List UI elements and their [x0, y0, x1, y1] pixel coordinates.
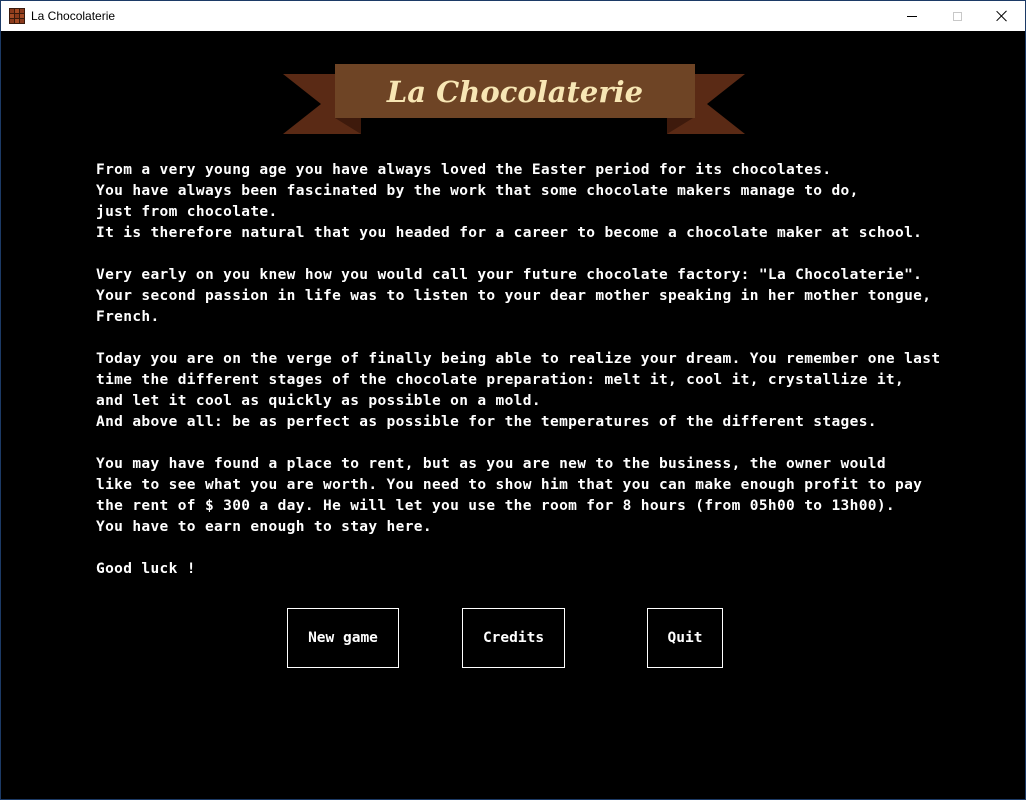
story-line: You have always been fascinated by the work that some chocolate makers manage to do,: [96, 183, 859, 199]
story-line: You may have found a place to rent, but as you are new to the business, the owner would: [96, 456, 886, 472]
story-line: just from chocolate.: [96, 204, 278, 220]
chocolate-bar-icon: [9, 8, 25, 24]
close-button[interactable]: [979, 1, 1025, 31]
maximize-icon: [953, 12, 962, 21]
story-text: [96, 160, 956, 580]
story-line: the rent of $ 300 a day. He will let you use the room for 8 hours (from 05h00 to 13h00).: [96, 498, 896, 514]
story-line: And above all: be as perfect as possible for the temperatures of the different stages.: [96, 414, 877, 430]
banner-title: La Chocolaterie: [386, 75, 644, 109]
story-line: [96, 244, 956, 265]
story-line: like to see what you are worth. You need to show him that you can make enough profit to pay: [96, 477, 923, 493]
new-game-button[interactable]: New game: [287, 608, 399, 668]
story-line: time the different stages of the chocolate preparation: melt it, cool it, crystallize it,: [96, 372, 905, 388]
quit-button[interactable]: Quit: [647, 608, 723, 668]
title-banner: [283, 64, 745, 136]
maximize-button[interactable]: [934, 1, 980, 31]
story-line: [96, 538, 956, 559]
close-icon: [996, 10, 1008, 22]
title-bar[interactable]: [1, 1, 1025, 31]
story-line: Today you are on the verge of finally being able to realize your dream. You remember one last: [96, 351, 941, 367]
story-line: [96, 433, 956, 454]
story-line: You have to earn enough to stay here.: [96, 519, 432, 535]
minimize-button[interactable]: [889, 1, 935, 31]
story-line: Very early on you knew how you would call your future chocolate factory: "La Chocolaterie".: [96, 267, 923, 283]
window-title: La Chocolaterie: [31, 9, 116, 23]
story-line: and let it cool as quickly as possible on a mold.: [96, 393, 541, 409]
story-line: French.: [96, 309, 160, 325]
minimize-icon: [907, 16, 917, 17]
story-line: From a very young age you have always loved the Easter period for its chocolates.: [96, 162, 832, 178]
story-line: Good luck !: [96, 561, 196, 577]
story-line: [96, 328, 956, 349]
story-line: It is therefore natural that you headed for a career to become a chocolate maker at school.: [96, 225, 923, 241]
story-line: Your second passion in life was to listen to your dear mother speaking in her mother tongue,: [96, 288, 932, 304]
credits-button[interactable]: Credits: [462, 608, 565, 668]
